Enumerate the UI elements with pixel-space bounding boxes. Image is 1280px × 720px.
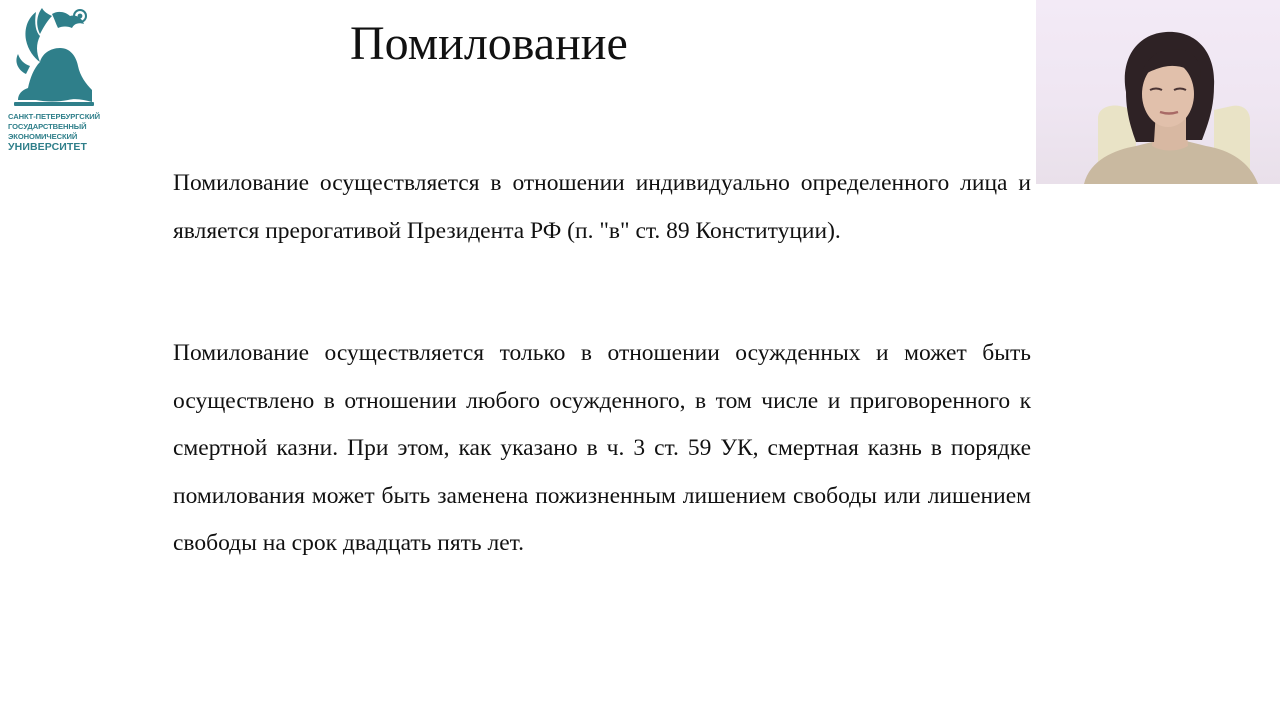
griffin-emblem-icon xyxy=(6,4,98,112)
logo-line-2: ГОСУДАРСТВЕННЫЙ xyxy=(8,122,87,131)
paragraph-1: Помилование осуществляется в отношении индивидуально определенного лица и является прерогативой Президента РФ (п. "в" ст. 89 Конституции). xyxy=(173,170,1031,244)
university-logo xyxy=(6,4,98,154)
logo-wordmark xyxy=(8,112,104,152)
slide-title: Помилование xyxy=(350,17,628,70)
presenter-webcam xyxy=(1036,0,1280,184)
logo-line-4: УНИВЕРСИТЕТ xyxy=(8,141,88,153)
presenter-video-frame xyxy=(1036,0,1280,184)
paragraph-2: Помилование осуществляется только в отношении осужденных и может быть осуществлено в отношении любого осужденного, в том числе и приговоренного к смертной казни. При этом, как указано в ч. 3 ст. 59 УК, смертная казнь в порядке помилования может быть заменена пожизненным лишением свободы или лишением свободы на срок двадцать пять лет. xyxy=(173,340,1031,556)
logo-line-1: САНКТ-ПЕТЕРБУРГСКИЙ xyxy=(8,112,100,121)
logo-line-3: ЭКОНОМИЧЕСКИЙ xyxy=(8,132,78,141)
